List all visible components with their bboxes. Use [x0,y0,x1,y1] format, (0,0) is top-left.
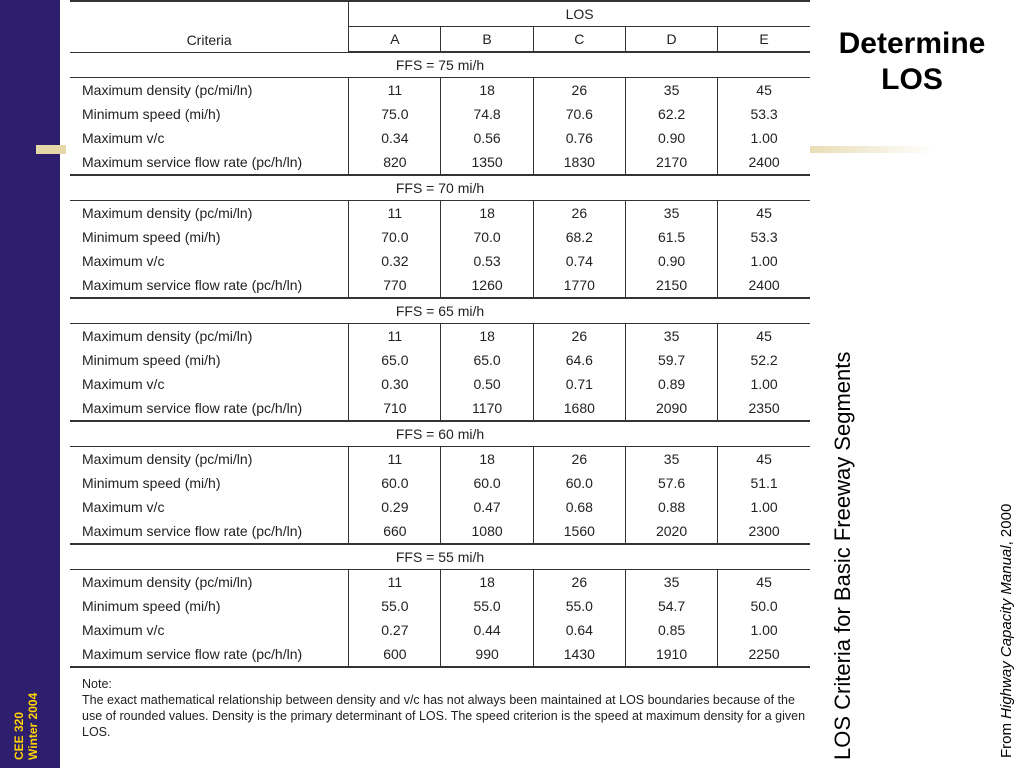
note-text: The exact mathematical relationship between density and v/c has not always been maintained at LOS boundaries because of the use of rounded values. Density is the primary determinant of LOS. The speed criterion is the speed at maximum density for a given LOS. [82,693,806,739]
table-cell: 1.00 [718,495,810,519]
table-row [70,471,810,495]
table-cell: 11 [387,82,403,98]
table-cell: 55.0 [533,594,625,618]
table-row [70,618,810,642]
table-row [70,249,810,273]
table-cell: 55.0 [381,598,409,614]
table-cell: 660 [349,519,441,544]
course-label [12,560,40,760]
ffs-section-header [70,298,810,324]
table-cell: 0.85 [625,618,717,642]
table-cell: 0.30 [381,376,409,392]
grade-b-header: B [441,27,533,53]
table-cell: 60.0 [533,471,625,495]
table-cell: 45 [718,78,810,103]
criterion-label: Maximum density (pc/mi/ln) [70,447,349,472]
accent-bar-right [806,146,936,153]
accent-bar-left [36,145,66,154]
ffs-section-header [70,52,810,78]
table-cell: 59.7 [625,348,717,372]
table-note [82,676,810,740]
table-cell: 1.00 [718,126,810,150]
table-row [70,570,810,595]
table-row [70,348,810,372]
table-cell: 35 [625,447,717,472]
table-cell: 2170 [625,150,717,175]
los-header: LOS [349,1,810,27]
table-cell: 50.0 [718,594,810,618]
slide-title-line1: Determine [838,27,986,60]
table-cell: 18 [441,570,533,595]
table-cell: 65.0 [441,348,533,372]
criterion-label: Maximum v/c [70,618,349,642]
table-row [70,519,810,544]
criterion-label: Minimum speed (mi/h) [70,471,349,495]
ffs-label: FFS = 70 mi/h [70,175,810,201]
table-row [70,126,810,150]
table-cell: 0.56 [441,126,533,150]
table-cell: 18 [441,78,533,103]
table-cell: 0.29 [381,499,409,515]
table-cell: 1680 [533,396,625,421]
grade-c-header: C [533,27,625,53]
table-row [70,201,810,226]
table-cell: 0.76 [533,126,625,150]
ffs-section-header [70,544,810,570]
table-cell: 1770 [533,273,625,298]
table-cell: 0.68 [533,495,625,519]
course-term: Winter 2004 [26,692,40,760]
table-cell: 64.6 [533,348,625,372]
ffs-section-header [70,175,810,201]
criterion-label: Minimum speed (mi/h) [70,225,349,249]
criterion-label: Maximum service flow rate (pc/h/ln) [70,396,349,421]
ffs-label: FFS = 55 mi/h [70,544,810,570]
ffs-section-header [70,421,810,447]
ffs-label: FFS = 75 mi/h [70,52,810,78]
course-code: CEE 320 [12,711,26,760]
table-cell: 2350 [718,396,810,421]
table-cell: 0.89 [625,372,717,396]
table-cell: 35 [625,78,717,103]
criterion-label: Maximum v/c [70,249,349,273]
table-cell: 70.0 [441,225,533,249]
table-cell: 11 [387,451,403,467]
table-cell: 55.0 [441,594,533,618]
table-row [70,78,810,103]
table-row [70,642,810,667]
criterion-label: Maximum density (pc/mi/ln) [70,324,349,349]
table-cell: 35 [625,324,717,349]
grade-a-header: A [349,27,441,53]
table-cell: 26 [533,570,625,595]
table-cell: 1080 [441,519,533,544]
criterion-label: Minimum speed (mi/h) [70,102,349,126]
table-cell: 26 [533,324,625,349]
ffs-label: FFS = 60 mi/h [70,421,810,447]
table-cell: 45 [718,201,810,226]
table-cell: 2250 [718,642,810,667]
table-cell: 0.71 [533,372,625,396]
table-cell: 0.90 [625,126,717,150]
table-cell: 0.50 [441,372,533,396]
ffs-label: FFS = 65 mi/h [70,298,810,324]
table-cell: 1.00 [718,618,810,642]
table-cell: 62.2 [625,102,717,126]
criterion-label: Maximum density (pc/mi/ln) [70,570,349,595]
table-cell: 0.53 [441,249,533,273]
table-caption: LOS Criteria for Basic Freeway Segments [830,351,855,760]
table-row [70,225,810,249]
table-row [70,372,810,396]
criterion-label: Maximum density (pc/mi/ln) [70,78,349,103]
table-cell: 53.3 [718,102,810,126]
table-cell: 45 [718,447,810,472]
table-cell: 0.44 [441,618,533,642]
grade-d-header: D [625,27,717,53]
table-cell: 1.00 [718,249,810,273]
table-cell: 2020 [625,519,717,544]
table-cell: 60.0 [441,471,533,495]
source-citation [998,398,1016,758]
table-row [70,150,810,175]
table-cell: 770 [349,273,441,298]
table-row [70,102,810,126]
table-cell: 0.32 [381,253,409,269]
grade-e-header: E [718,27,810,53]
criterion-label: Maximum service flow rate (pc/h/ln) [70,519,349,544]
los-table-image [68,0,810,768]
table-cell: 2400 [718,150,810,175]
table-cell: 35 [625,201,717,226]
criterion-label: Maximum service flow rate (pc/h/ln) [70,642,349,667]
table-cell: 57.6 [625,471,717,495]
table-cell: 18 [441,324,533,349]
table-cell: 70.6 [533,102,625,126]
table-cell: 18 [441,447,533,472]
table-cell: 52.2 [718,348,810,372]
table-cell: 35 [625,570,717,595]
table-cell: 0.64 [533,618,625,642]
table-cell: 74.8 [441,102,533,126]
table-cell: 45 [718,324,810,349]
table-cell: 2150 [625,273,717,298]
table-cell: 1260 [441,273,533,298]
table-cell: 0.74 [533,249,625,273]
table-cell: 60.0 [381,475,409,491]
criterion-label: Maximum v/c [70,372,349,396]
table-cell: 75.0 [381,106,409,122]
note-heading: Note: [82,677,112,691]
source-prefix: From [998,718,1015,758]
source-title: Highway Capacity Manual [998,545,1015,719]
slide-title-line2: LOS [881,63,943,96]
table-cell: 710 [349,396,441,421]
table-row [70,447,810,472]
table-cell: 0.90 [625,249,717,273]
table-row [70,273,810,298]
table-cell: 70.0 [381,229,409,245]
table-cell: 26 [533,201,625,226]
table-cell: 2090 [625,396,717,421]
table-cell: 11 [387,205,403,221]
criterion-label: Minimum speed (mi/h) [70,348,349,372]
table-cell: 54.7 [625,594,717,618]
table-cell: 1910 [625,642,717,667]
source-suffix: , 2000 [998,503,1015,546]
table-cell: 0.47 [441,495,533,519]
table-cell: 0.88 [625,495,717,519]
table-cell: 68.2 [533,225,625,249]
criterion-label: Maximum v/c [70,495,349,519]
table-cell: 990 [441,642,533,667]
table-cell: 820 [349,150,441,175]
table-row [70,495,810,519]
table-cell: 0.27 [381,622,409,638]
table-cell: 600 [349,642,441,667]
table-cell: 0.34 [381,130,409,146]
criterion-label: Maximum v/c [70,126,349,150]
los-criteria-table [70,0,810,668]
criterion-label: Maximum service flow rate (pc/h/ln) [70,273,349,298]
table-row [70,594,810,618]
criterion-label: Minimum speed (mi/h) [70,594,349,618]
table-cell: 51.1 [718,471,810,495]
table-cell: 1.00 [718,372,810,396]
table-cell: 1830 [533,150,625,175]
table-cell: 18 [441,201,533,226]
table-cell: 1430 [533,642,625,667]
table-cell: 1170 [441,396,533,421]
table-cell: 65.0 [381,352,409,368]
sidebar-band [0,0,60,768]
table-row [70,324,810,349]
table-cell: 11 [387,574,403,590]
table-cell: 26 [533,447,625,472]
table-cell: 26 [533,78,625,103]
table-cell: 53.3 [718,225,810,249]
criterion-label: Maximum service flow rate (pc/h/ln) [70,150,349,175]
table-cell: 1350 [441,150,533,175]
slide-title [812,26,1012,98]
table-cell: 11 [387,328,403,344]
table-cell: 1560 [533,519,625,544]
criterion-label: Maximum density (pc/mi/ln) [70,201,349,226]
table-cell: 2300 [718,519,810,544]
criteria-header: Criteria [70,1,349,52]
table-cell: 45 [718,570,810,595]
table-cell: 2400 [718,273,810,298]
table-row [70,396,810,421]
table-cell: 61.5 [625,225,717,249]
